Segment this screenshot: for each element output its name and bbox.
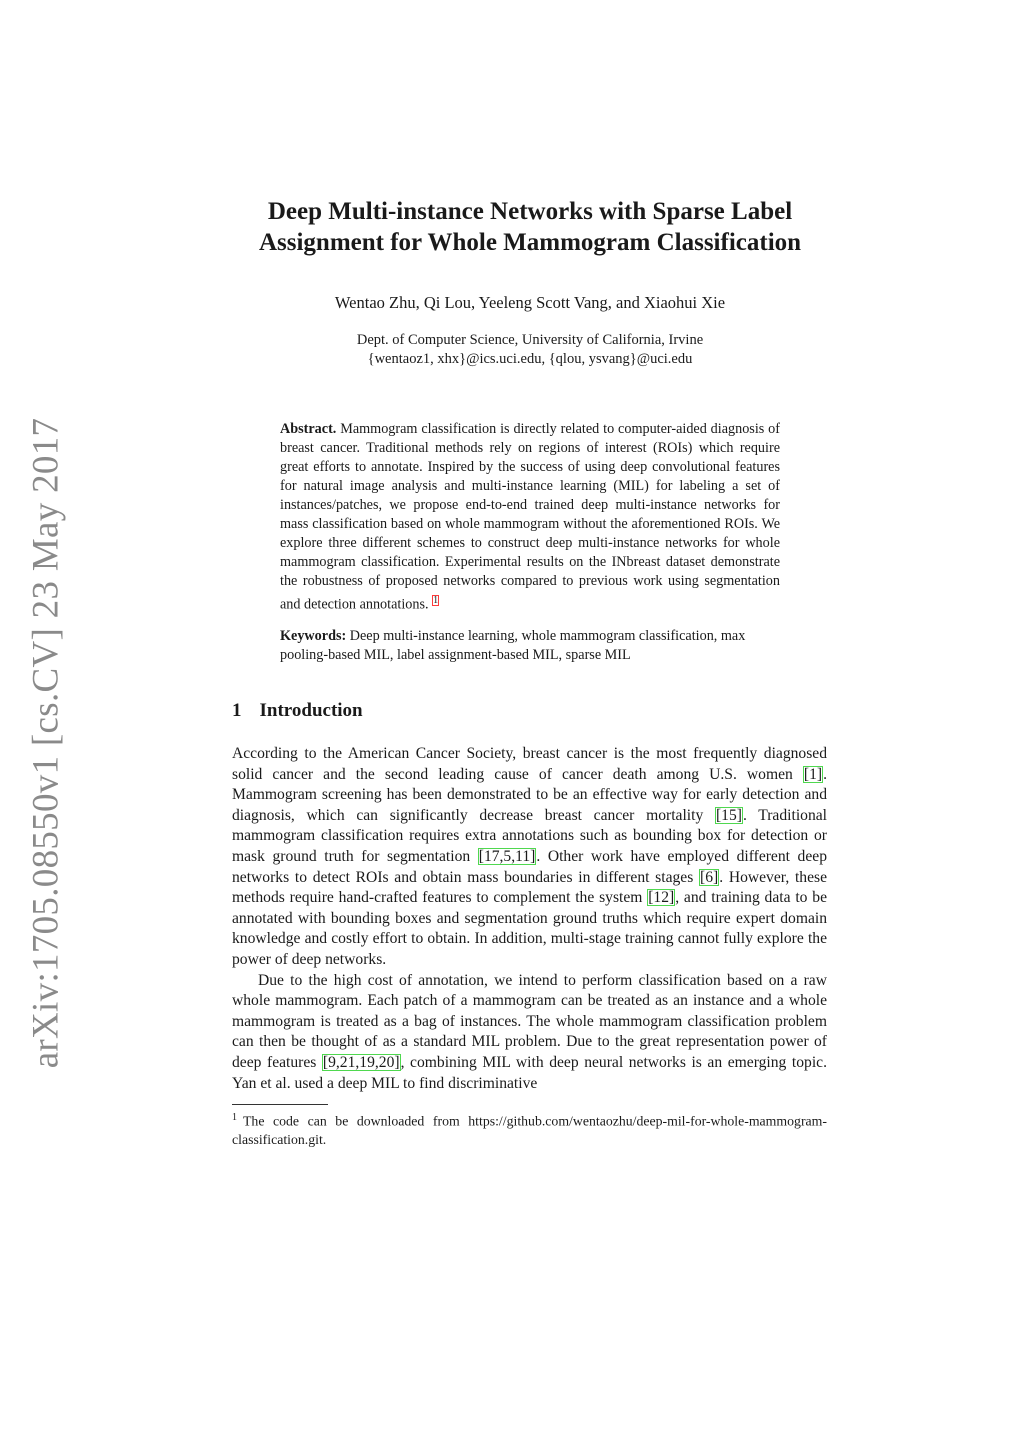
keywords-text: Deep multi-instance learning, whole mammogram classification, max pooling-based MIL, label assignment-based MIL, sparse MIL <box>280 628 746 663</box>
title-line-1: Deep Multi-instance Networks with Sparse Label <box>267 198 793 225</box>
footnote-mark: 1 <box>232 1112 237 1123</box>
abstract-label: Abstract. <box>280 421 337 437</box>
citation-link[interactable]: [1] <box>803 765 823 783</box>
emails: {wentaoz1, xhx}@ics.uci.edu, {qlou, ysvang}@uci.edu <box>367 351 693 367</box>
title-line-2: Assignment for Whole Mammogram Classification <box>258 229 802 256</box>
citation-link[interactable]: [17,5,11] <box>478 847 536 865</box>
abstract <box>280 420 780 615</box>
para1-text-6: , and training data to be annotated with bounding boxes and segmentation ground truths which require expert domain knowledge and costly effort to obtain. In addition, multi-stage training cannot fully explore the power of deep networks. <box>232 889 828 968</box>
keywords <box>280 627 780 665</box>
para1-text-1: According to the American Cancer Society, breast cancer is the most frequently diagnosed solid cancer and the second leading cause of cancer death among U.S. women <box>232 745 827 783</box>
section-title: Introduction <box>259 700 363 721</box>
citation-link[interactable]: [12] <box>648 889 675 907</box>
abstract-footnote-link[interactable]: 1 <box>433 595 439 606</box>
author-list: Wentao Zhu, Qi Lou, Yeeleng Scott Vang, and Xiaohui Xie <box>334 293 726 312</box>
footnote-rule <box>232 1104 328 1105</box>
citation-link[interactable]: [9,21,19,20] <box>322 1053 400 1071</box>
footnote <box>232 1109 827 1150</box>
affiliation: Dept. of Computer Science, University of California, Irvine <box>356 332 704 348</box>
para1-text-5: . However, these methods require hand-crafted features to complement the system <box>232 868 827 907</box>
arxiv-stamp <box>24 417 68 1069</box>
para1-text-2: . Mammogram screening has been demonstrated to be an effective way for early detection and diagnosis, which can significantly decrease breast cancer mortality <box>232 765 827 824</box>
keywords-label: Keywords: <box>280 628 347 644</box>
arxiv-stamp-text: arXiv:1705.08550v1 [cs.CV] 23 May 2017 <box>25 417 67 1069</box>
footnote-text[interactable]: The code can be downloaded from https://github.com/wentaozhu/deep-mil-for-whole-mammogram-classification.git. <box>232 1113 827 1148</box>
section-number: 1 <box>232 700 242 721</box>
section-heading <box>232 700 363 722</box>
intro-body <box>232 744 827 1094</box>
para2-text-2: , combining MIL with deep neural networks is an emerging topic. Yan et al. used a deep MIL to find discriminative <box>232 1053 827 1092</box>
abstract-text: Mammogram classification is directly related to computer-aided diagnosis of breast cancer. Traditional methods rely on regions of interest (ROIs) which require great efforts to annotate. Inspired by the success of using deep convolutional features for natural image analysis and multi-instance learning (MIL) for labeling a set of instances/patches, we propose end-to-end trained deep multi-instance networks for mass classification based on whole mammogram without the aforementioned ROIs. We explore three different schemes to construct deep multi-instance networks for whole mammogram classification. Experimental results on the INbreast dataset demonstrate the robustness of proposed networks compared to previous work using segmentation and detection annotations. <box>280 421 780 613</box>
para1-text-3: . Traditional mammogram classification requires extra annotations such as bounding box for detection or mask ground truth for segmentation <box>232 806 827 865</box>
paragraph-2 <box>232 971 827 1095</box>
para2-text-1: Due to the high cost of annotation, we intend to perform classification based on a raw whole mammogram. Each patch of a mammogram can be treated as an instance and a whole mammogram is treated as a bag of instances. The whole mammogram classification problem can then be thought of as a standard MIL problem. Due to the great representation power of deep features <box>232 971 827 1071</box>
para1-text-4: . Other work have employed different deep networks to detect ROIs and obtain mass boundaries in different stages <box>232 847 827 886</box>
paper-title <box>180 196 880 258</box>
paragraph-1 <box>232 744 827 971</box>
affiliation-block <box>180 331 880 369</box>
citation-link[interactable]: [15] <box>715 806 742 824</box>
citation-link[interactable]: [6] <box>700 868 719 886</box>
